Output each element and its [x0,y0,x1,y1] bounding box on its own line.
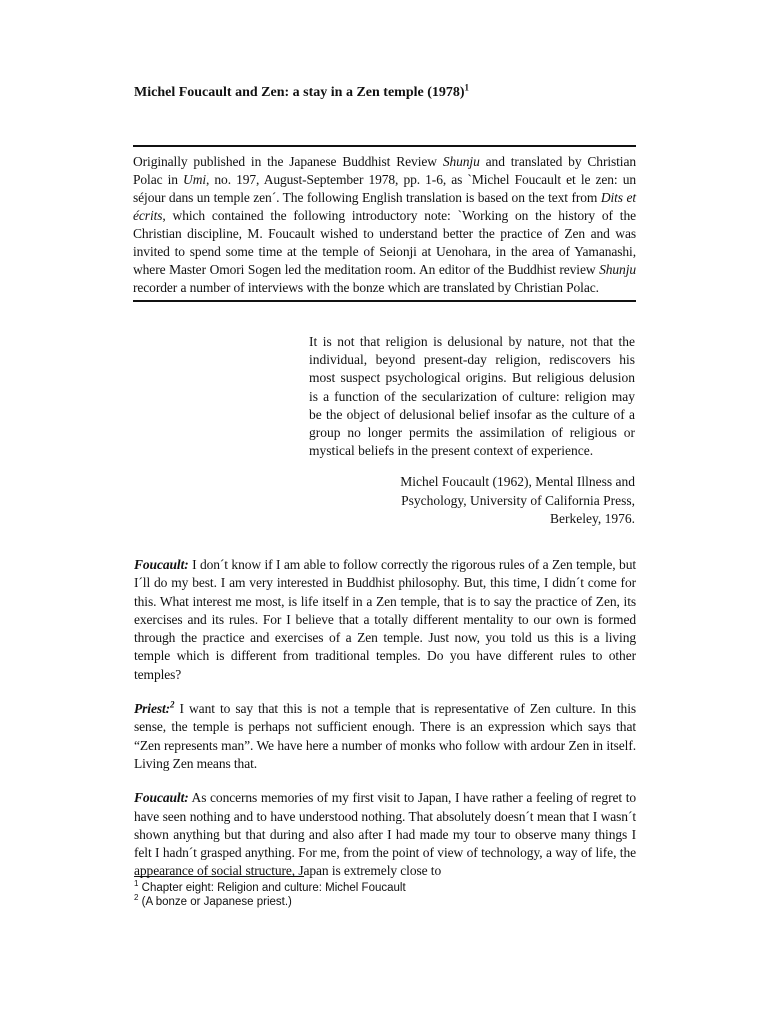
citation-line: Berkeley, 1976. [550,511,635,527]
footnote-number: 1 [134,879,139,889]
footnote-number: 2 [134,893,139,903]
interview-dialogue [134,556,636,897]
journal-title-shunju: Shunju [442,154,480,169]
footnote-item [134,895,636,909]
epigraph-citation [309,473,635,529]
footnote-divider [134,876,304,877]
footnote-ref-2[interactable]: 2 [170,699,175,710]
intro-text: recorder a number of interviews with the bonze which are translated by Christian Polac. [133,280,599,295]
journal-title-shunju: Shunju [599,262,636,277]
intro-text: , no. 197, August-September 1978, pp. 1-6, as `Michel Foucault et le zen: un séjour dans un temple zen´. The following English translation is based on the text from [133,172,637,205]
book-title-dits: Dits et écrits [133,190,636,223]
intro-paragraph [133,153,636,297]
dialogue-paragraph [134,700,636,773]
speaker-label: Foucault: [134,790,189,806]
intro-text: and translated by Christian Polac in [133,154,636,187]
footnotes [134,881,636,909]
dialogue-text: I want to say that this is not a temple that is representative of Zen culture. In this sense, the temple is perhaps not sufficient enough. There is an expression which says that “Zen represents man”. We have here a number of monks who follow with ardour Zen in itself. Living Zen means that. [134,701,636,771]
dialogue-paragraph [134,789,636,880]
page-title [134,84,654,102]
footnote-item [134,881,636,895]
footnote-ref-1[interactable]: 1 [464,82,470,93]
speaker-label [134,701,174,716]
footnote-text: (A bonze or Japanese priest.) [138,896,292,908]
journal-title-umi: Umi [183,172,206,187]
citation-line: Michel Foucault (1962), Mental Illness and [400,474,635,490]
epigraph [309,333,635,529]
dialogue-text: I don´t know if I am able to follow correctly the rigorous rules of a Zen temple, but I´ll do my best. I am very interested in Buddhist philosophy. But, this time, I didn´t come for this. What interest me most, is life itself in a Zen temple, that is to say the practice of Zen, its exercises and its rules. For I believe that a totally different mentality to our own is formed through the practice and exercises of a Zen temple. Just now, you told us this is a living temple which is different from traditional temples. Do you have different rules to other temples? [134,557,636,682]
introductory-note [133,145,636,302]
footnote-text: Chapter eight: Religion and culture: Michel Foucault [138,882,406,894]
citation-line: Psychology, University of California Press, [401,492,635,508]
intro-text: , which contained the following introductory note: `Working on the history of the Christian discipline, M. Foucault wished to understand better the practice of Zen and was invited to spend some time at the temple of Seionji at Uenohara, in the area of Yamanashi, where Master Omori Sogen led the meditation room. An editor of the Buddhist review [133,208,636,277]
speaker-name: Priest: [134,701,171,717]
speaker-label: Foucault: [134,557,189,572]
title-text: Michel Foucault and Zen: a stay in a Zen temple (1978) [134,85,465,100]
intro-text: Originally published in the Japanese Buddhist Review [133,154,443,169]
dialogue-paragraph [134,556,636,684]
dialogue-text: As concerns memories of my first visit to Japan, I have rather a feeling of regret to have seen nothing and to have understood nothing. That absolutely doesn´t mean that I wasn´t shown anything but that during and also after I had made my tour to observe many things I felt I hadn´t grasped anything. For me, from the point of view of technology, a way of life, the appearance of social structure, Japan is extremely close to [134,790,636,879]
epigraph-quote: It is not that religion is delusional by nature, not that the individual, beyond present-day religion, rediscovers his most suspect psychological origins. But religious delusion is a function of the secularization of culture: religion may be the object of delusional belief insofar as the culture of a group no longer permits the assimilation of religious or mystical beliefs in the present context of experience. [309,334,635,459]
